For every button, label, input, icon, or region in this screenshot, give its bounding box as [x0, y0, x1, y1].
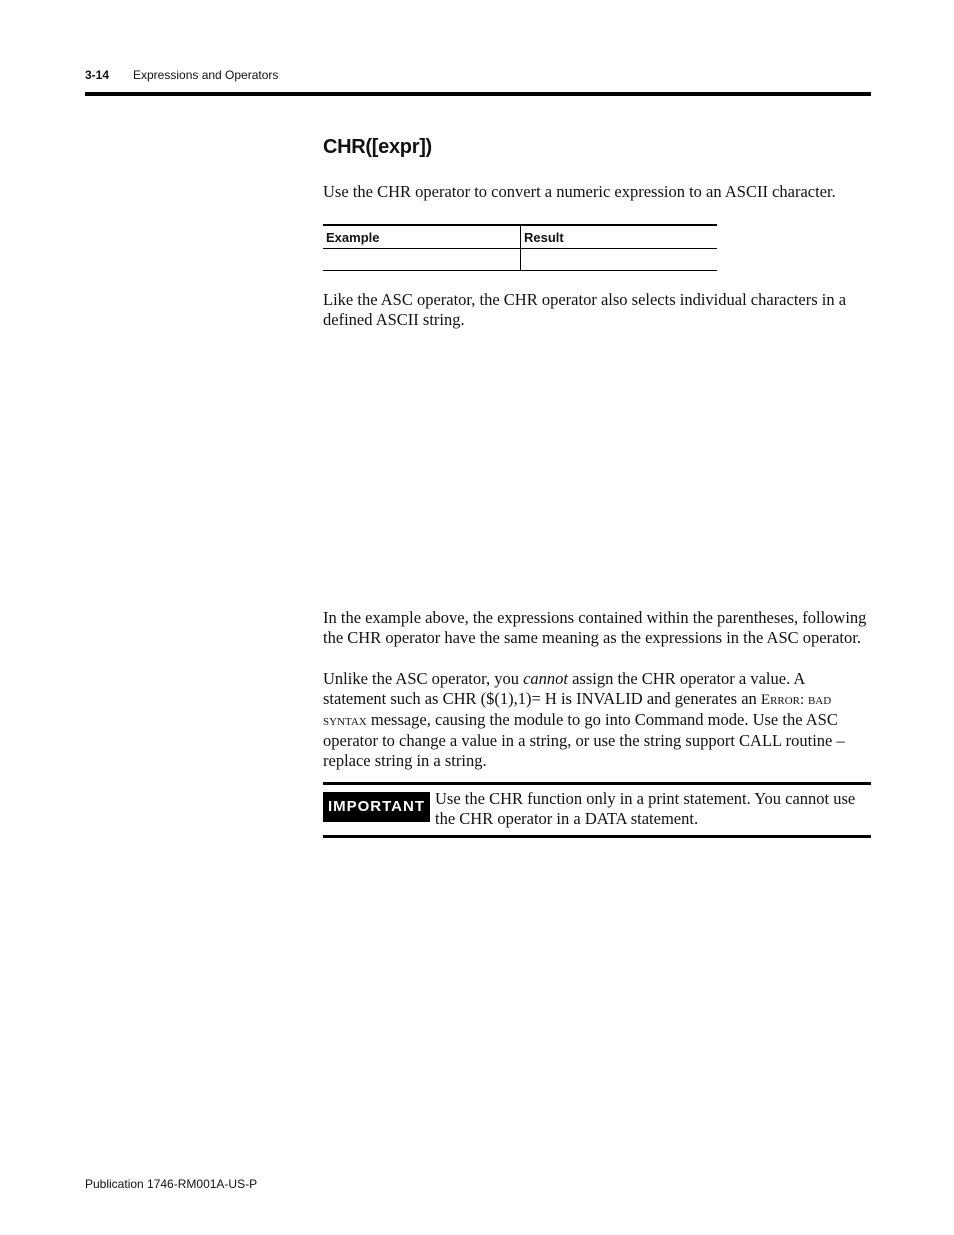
running-section-title: Expressions and Operators	[133, 68, 279, 82]
unlike-text-part1: Unlike the ASC operator, you	[323, 669, 524, 688]
publication-footer: Publication 1746-RM001A-US-P	[85, 1177, 258, 1191]
important-label: IMPORTANT	[323, 792, 430, 822]
column-header-example: Example	[323, 225, 521, 249]
table-cell-example	[323, 249, 521, 271]
example-table	[323, 224, 717, 271]
column-header-result: Result	[521, 225, 718, 249]
error-message-text: Error: bad syntax	[323, 692, 832, 729]
page-number: 3-14	[85, 68, 110, 82]
unlike-text-part3: message, causing the module to go into Command mode. Use the ASC operator to change a value in a string, or use the string support CALL routine – replace string in a string.	[323, 710, 845, 770]
important-note	[323, 782, 871, 838]
table-header-row	[323, 225, 717, 249]
unlike-text-part2: assign the CHR operator a value. A statement such as CHR ($(1),1)= H is INVALID and generates an	[323, 669, 805, 708]
table-row	[323, 249, 717, 271]
cannot-emphasis: cannot	[523, 669, 568, 688]
example-explanation-paragraph: In the example above, the expressions contained within the parentheses, following the CHR operator have the same meaning as the expressions in the ASC operator.	[323, 608, 867, 647]
unlike-asc-paragraph	[323, 669, 871, 771]
intro-paragraph: Use the CHR operator to convert a numeric expression to an ASCII character.	[323, 182, 836, 201]
page-header	[85, 66, 871, 96]
like-asc-paragraph: Like the ASC operator, the CHR operator also selects individual characters in a defined ASCII string.	[323, 290, 847, 329]
table-cell-result	[521, 249, 718, 271]
page-heading: CHR([expr])	[323, 136, 432, 158]
important-text: Use the CHR function only in a print statement. You cannot use the CHR operator in a DATA statement.	[435, 789, 856, 828]
